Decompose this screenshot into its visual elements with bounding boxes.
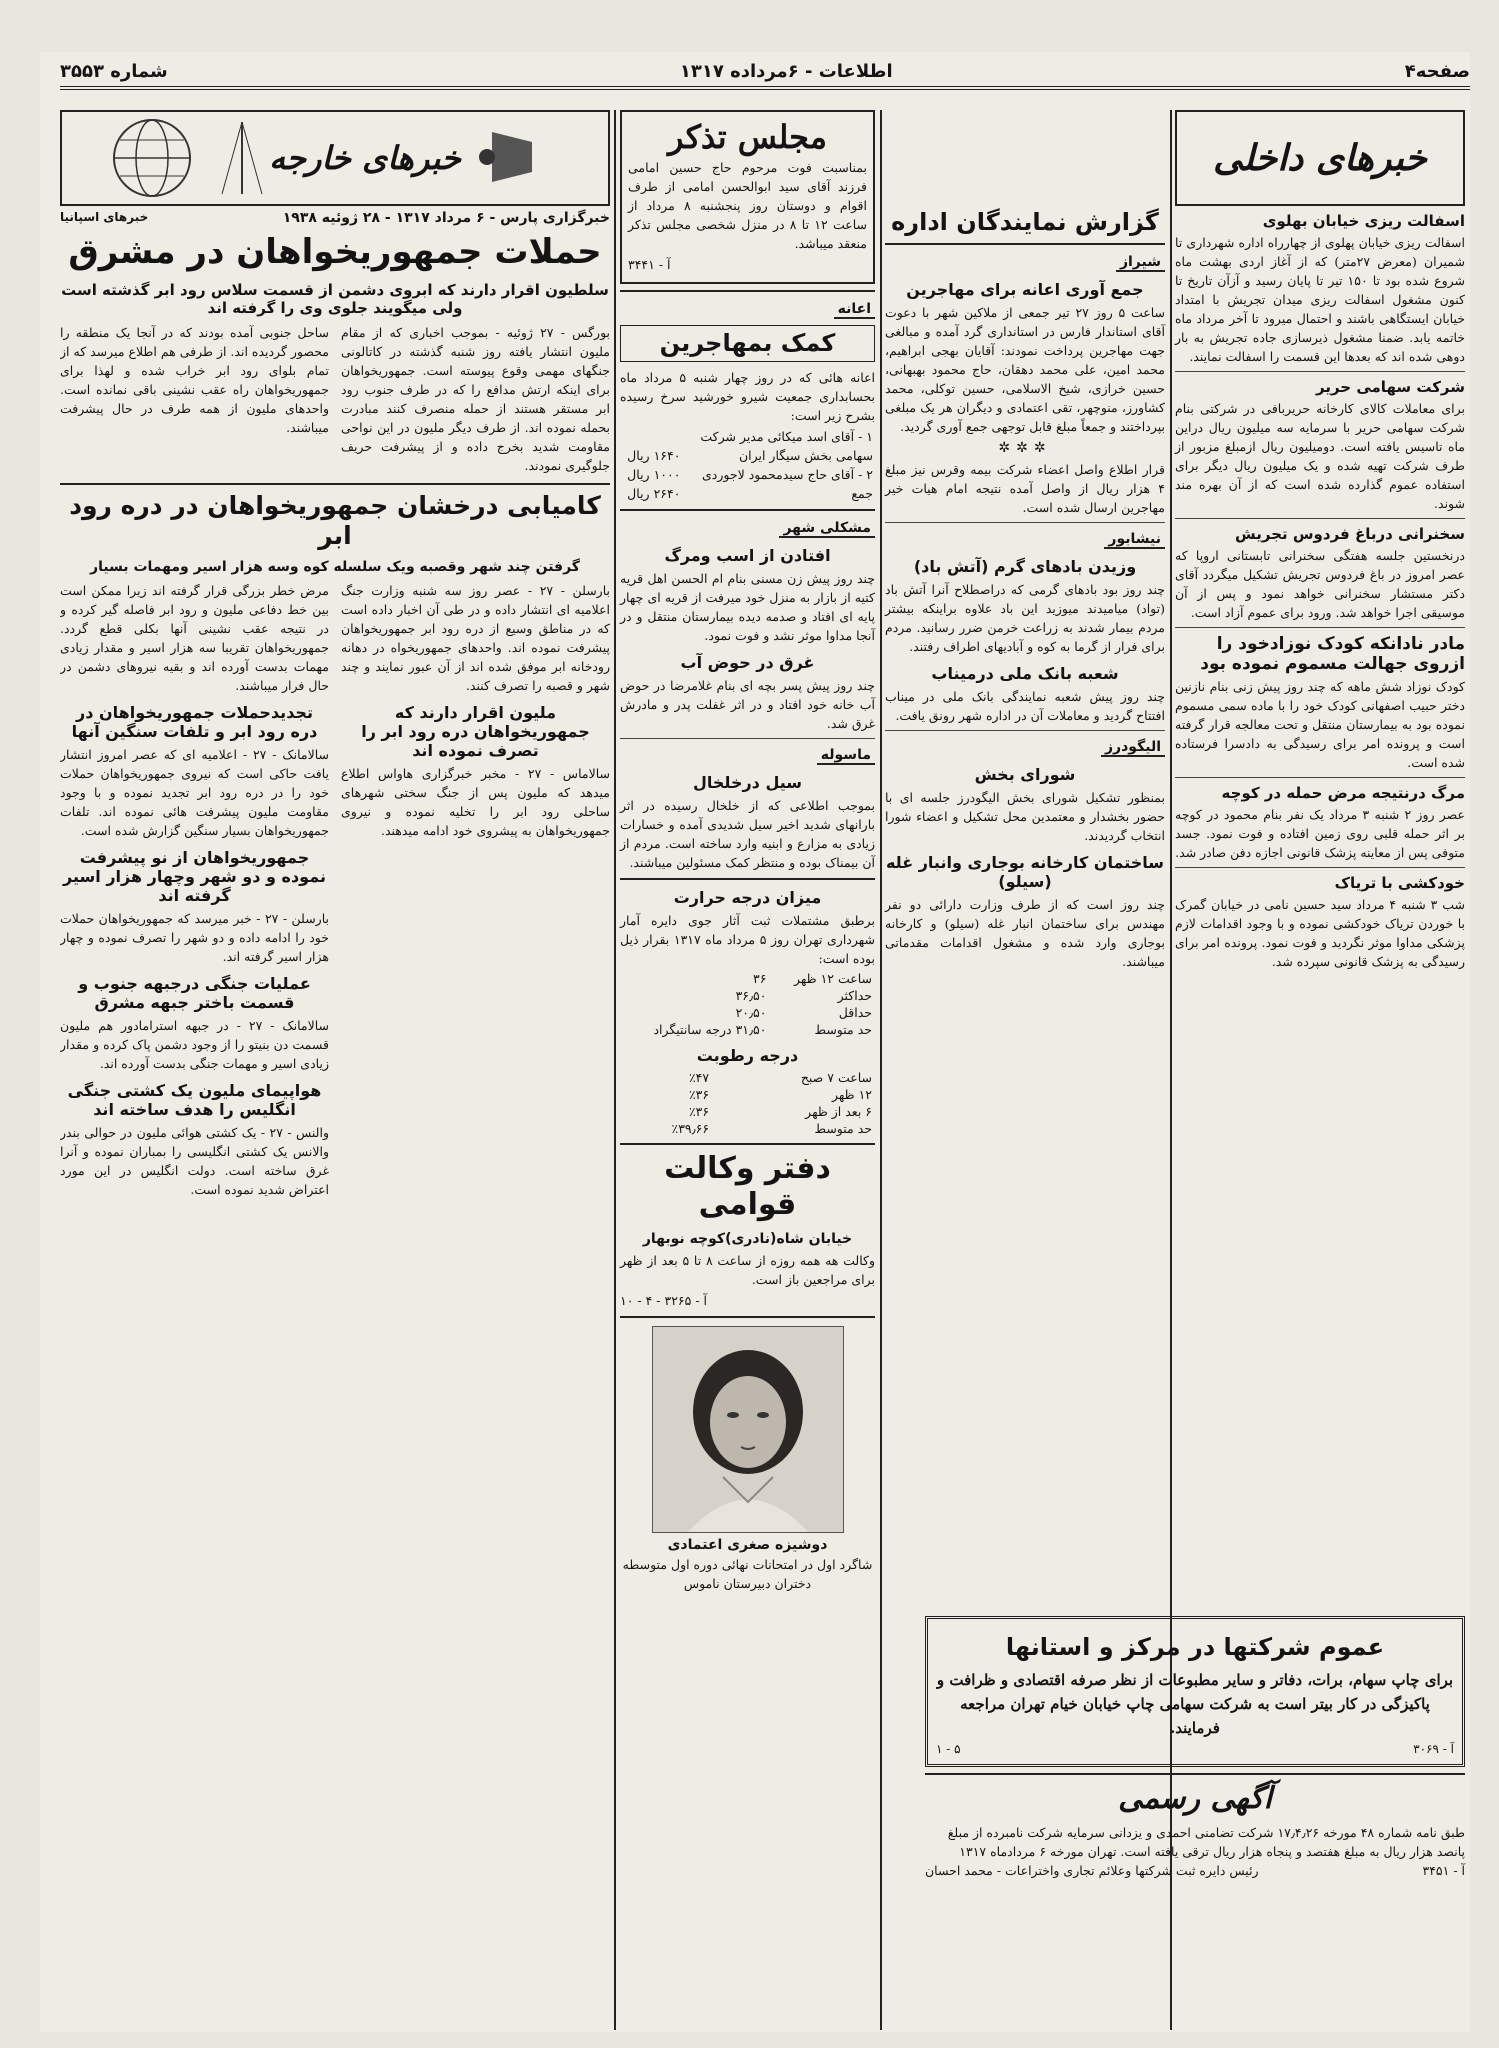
article-columns	[60, 321, 610, 477]
news-text: برای معاملات کالای کارخانه حریربافی در شرکتی بنام شرکت سهامی حریر با سرمایه سه میلیون ریال دراین ماه تاسیس یافته است. دومیلیون ریال ازمبلغ مزبور از طرف شرکت تهیه شده و یک میلیون ریال دیگر برای استفاده عموم گذارده شده است که از آن بهره مند شوند.	[1175, 401, 1465, 511]
divider	[925, 1773, 1465, 1775]
divider	[885, 243, 1165, 245]
table-row	[620, 1004, 875, 1021]
row-value: ۳۱٫۵۰ درجه سانتیگراد	[653, 1021, 767, 1037]
sub-headline: سلطیون اقرار دارند که ابروی دشمن از قسمت سلاس رود ابر گذشته است ولی میگویند جلوی وی را گرفته اند	[61, 280, 609, 317]
news-text: چند روز پیش زن مسنی بنام ام الحسن اهل قریه کتیه از بازار به منزل خود میرفت از قریه ای چهار پایه ای افتاد و صدمه دیده بیمارستان منتقل و در آنجا مداوا موثر نشد و فوت نمود.	[620, 570, 875, 643]
divider	[885, 730, 1165, 731]
news-text: کودک نوزاد شش ماهه که چند روز پیش زنی بنام نازنین دختر حبیب اصفهانی کودک خود را با ماده سمی مسموم نموده بود به بیمارستان منتقل و تحت معالجه قرار گرفته است و پرونده امر برای رسیدگی به دادسرا فرستاده شده است.	[1175, 679, 1465, 770]
humidity-table	[620, 1069, 875, 1137]
law-office-address: خیابان شاه(نادری)کوچه نوبهار	[642, 1230, 853, 1247]
donor-name: ۱ - آقای اسد میکائی مدیر شرکت	[700, 428, 873, 444]
memorial-text: بمناسبت فوت مرحوم حاج حسین امامی فرزند آقای سید ابوالحسن امامی از طرف اقوام و دوستان روز پنجشنبه ۸ مرداد از ساعت ۱۲ تا ۸ در منزل شخصی مجلس تذکر منعقد میباشد.	[628, 160, 868, 251]
official-notice-title: آگهی رسمی	[1118, 1780, 1272, 1816]
news-headline: خودکشی با تریاک	[1334, 874, 1465, 892]
ad-code: آ - ۳۲۶۵ - ۴ - ۱۰	[620, 1292, 708, 1308]
photo-caption: دوشیزه صغری اعتمادی	[667, 1536, 828, 1553]
row-label: ۶ بعد از ظهر	[805, 1103, 872, 1119]
separator-stars: ✲✲✲	[998, 439, 1052, 456]
section-tag: ماسوله	[817, 747, 875, 765]
row-label: حد متوسط	[814, 1120, 872, 1136]
divider	[620, 290, 875, 292]
row-label: ساعت ۷ صبح	[800, 1069, 872, 1085]
news-headline: شرکت سهامی حریر	[1316, 378, 1465, 396]
masthead	[60, 56, 1470, 90]
divider	[1175, 371, 1465, 372]
ad-codes	[936, 1742, 1454, 1756]
table-row	[620, 970, 875, 987]
portrait-photo	[652, 1326, 844, 1533]
news-text: بموجب اطلاعی که از خلخال رسیده در اثر بارانهای شدید اخیر سیل شدیدی آمده و خسارات زیادی به مزارع و ابنیه وارد ساخته است. مردم از آن بیمناک بوده و منتظر کمک مسئولین میباشند.	[620, 797, 875, 870]
weather-title: میزان درجه حرارت	[673, 887, 822, 907]
news-text: شب ۳ شنبه ۴ مرداد سید حسین نامی در خیابان گمرک با خوردن تریاک خودکشی نموده و با وجود اقدامات لازم پزشکی مداوا موثر نگردید و فوت نمود. پرونده امر برای رسیدگی به پزشک قانونی سپرده شد.	[1175, 897, 1465, 969]
donor-name: ۲ - آقای حاج سیدمحمود لاجوردی	[702, 466, 873, 482]
place-tag: شیراز	[1116, 254, 1165, 272]
news-headline: جمع آوری اعانه برای مهاجرین	[906, 279, 1144, 299]
law-office-text: وکالت هه همه روزه از ساعت ۸ تا ۵ بعد از ظهر برای مراجعین باز است.	[620, 1252, 876, 1287]
news-headline: افتادن از اسب ومرگ	[664, 545, 831, 565]
place-tag: نیشابور	[1104, 531, 1165, 549]
news-text: عصر روز ۲ شنبه ۳ مرداد یک نفر بنام محمود در کوچه بر اثر حمله قلبی روی زمین افتاده و فوت نمود. جسد متوفی پس از معاینه پزشک قانونی اجازه دفن صادر شد.	[1175, 807, 1465, 860]
news-headline: اسفالت ریزی خیابان بهلوی	[1262, 212, 1465, 230]
divider	[620, 509, 875, 511]
table-row	[620, 1120, 875, 1137]
donor-name: جمع	[851, 485, 873, 501]
ad-code: آ - ۳۴۵۱	[1422, 1862, 1465, 1878]
issue-number: شماره ۳۵۵۳	[60, 60, 168, 82]
divider	[620, 1316, 875, 1318]
divider	[1175, 867, 1465, 868]
memorial-box	[620, 110, 875, 284]
news-headline: مرگ درنتیجه مرض حمله در کوچه	[1221, 784, 1465, 802]
news-headline: تجدیدحملات جمهوریخواهان در دره رود ابر و تلفات سنگین آنها	[71, 702, 318, 741]
place-tag: الیگودرز	[1101, 739, 1165, 757]
foreign-banner	[60, 110, 610, 206]
news-text: بمنظور تشکیل شورای بخش الیگودرز جلسه ای با حضور بخشدار و معتمدین محل تشکیل و اعضاء شورا انتخاب گردیدند.	[885, 789, 1165, 843]
table-row	[620, 446, 875, 465]
foreign-news-column	[60, 110, 610, 1480]
section-tag: خبرهای اسپانیا	[60, 210, 149, 224]
news-text: اسفالت ریزی خیابان پهلوی از چهارراه اداره شهرداری تا شمیران (معرض ۲۷متر) که از آغاز اردی بهشت ماه شروع شده بود تا ۱۵۰ تیر تا پایان رسید و آزآن تاریخ تا کنون مشغول اسفالت ریزی میدان تجریش با امتداد خیابان ایستگاهی باشند و احتمال میرود تا آخر مرداد ماه خاتمه یابد. ضمنا مشغول ذیرسازی جاده تجریش به بار دوهی شده اند که بعدها این قسمت را اسفالت نمایند.	[1175, 235, 1465, 364]
article-subcolumn	[341, 579, 610, 1201]
donation-table	[620, 427, 875, 503]
news-text: چند روز پیش پسر بچه ای بنام غلامرضا در حوض آب خانه خود افتاد و در اثر غفلت پدر و مادرش غرق شد.	[620, 677, 875, 731]
donor-amount: ۱۶۴۰ ریال	[627, 447, 681, 463]
news-headline: ساختمان کارخانه بوجاری وانبار غله (سیلو)	[885, 852, 1165, 891]
divider	[1175, 518, 1465, 519]
bottom-ads	[925, 1610, 1465, 1878]
portrait-illustration	[653, 1327, 843, 1532]
photo-caption-detail: شاگرد اول در امتحانات نهائی دوره اول متوسطه دختران دبیرستان ناموس	[622, 1556, 873, 1591]
date-line: اطلاعات - ۶مرداده ۱۳۱۷	[679, 60, 893, 82]
article-text: ساحل جنوبی آمده بودند که در آنجا یک منطقه را محصور گردیده اند. از طرفی هم اطلاع میرسد که از تمام بلوای رود ابر خراب شده و لهذا برای جمهوریخواهان راه عقب نشینی باقی نمانده است. واحدهای ملیون از همه طرف در حال پیشرفت میباشند.	[60, 324, 329, 435]
article-text: بارسلن - ۲۷ - خبر میرسد که جمهوریخواهان حملات خود را ادامه داده و دو شهر را تصرف نموده و چهار هزار اسیر گرفته اند.	[60, 910, 329, 964]
companies-ad-title: عموم شرکتها در مرکز و استانها	[1005, 1633, 1385, 1661]
article-subcolumn	[60, 579, 329, 1201]
table-row	[620, 1086, 875, 1103]
article-text: سالامانک - ۲۷ - اعلامیه ای که عصر امروز انتشار یافت حاکی است که نیروی جمهوریخواهان حملات خود را در دره رود ابر تجدید نموده و با وجود مقاومت ملیون پیشرفت هائی نموده اند. تلفات جمهوریخواهان بسیار سنگین گزارش شده است.	[60, 746, 329, 838]
official-notice-footer	[925, 1863, 1465, 1878]
main-headline: کامیابی درخشان جمهوریخواهان در دره رود ابر	[69, 490, 601, 550]
article-text: سالامانک - ۲۷ - در جبهه استرامادور هم ملیون قسمت دن بنیتو را از وجود دشمن پاک کرده و مقدار زیادی اسیر و مهمات جنگی بدست آورده اند.	[60, 1017, 329, 1071]
official-signature: رئیس دایره ثبت شرکتها وعلائم تجاری واختراعات - محمد احسان	[925, 1862, 1259, 1878]
news-headline: غرق در حوض آب	[680, 652, 815, 672]
divider	[1175, 777, 1465, 778]
row-value: ۲۰٫۵۰	[735, 1004, 767, 1020]
news-headline: ملیون اقرار دارند که جمهوریخواهان دره رود ابر را تصرف نموده اند	[361, 702, 590, 760]
ad-code: آ - ۳۴۴۱	[628, 257, 671, 272]
row-value: ۳۶	[753, 970, 767, 986]
news-headline: جمهوریخواهان از نو پیشرفت نموده و دو شهر وچهار هزار اسیر گرفته اند	[63, 847, 326, 905]
official-notice-text: طبق نامه شماره ۴۸ مورخه ۱۷٫۴٫۲۶ شرکت تضامنی احمدی و یزدانی سرمایه شرکت نامبرده از مبلغ پانصد هزار ریال به مبلغ هفتصد و پنجاه هزار ریال ترقی یافته است. تهران مورخه ۶ مردادماه ۱۳۱۷	[947, 1824, 1465, 1859]
section-tag: اعانه	[834, 301, 875, 319]
column-divider	[880, 110, 882, 2030]
news-headline: مادر نادانکه کودک نوزادخود را ازروی جهالت مسموم نموده بود	[1200, 634, 1465, 674]
memorial-column	[620, 110, 875, 2030]
table-row	[620, 465, 875, 484]
row-value: ۳۶٫۵۰	[735, 987, 767, 1003]
news-text: چند روز بود بادهای گرمی که دراصطلاح آنرا آتش باد (تواد) میامیدند میوزید این باد علاوه براینکه بیشتر مردم بیمار شدند به زراعت خرمن ضرر رسانید. مردم برای فرار از گرما به کوه و آبادیهای اطراف رفتند.	[885, 581, 1165, 654]
row-value: ٪۴۷	[688, 1069, 710, 1085]
row-label: ساعت ۱۲ ظهر	[793, 970, 872, 986]
row-label: حد متوسط	[814, 1021, 872, 1037]
table-row	[620, 987, 875, 1004]
row-value: ٪۳۶	[688, 1103, 710, 1119]
news-text: درنخستین جلسه هفتگی سخنرانی تابستانی اروپا که عصر امروز در باغ فردوس تجریش تشکیل میگردد آقای دکتر مستشار سخنرانی خواهد نمود و پس از آن موسیقی اجرا خواهد شد. ورود برای عموم آزاد است.	[1175, 548, 1465, 620]
agency-line: خبرگزاری پارس - ۶ مرداد ۱۳۱۷ - ۲۸ ژوئیه ۱۹۳۸	[282, 210, 610, 226]
temperature-table	[620, 970, 875, 1038]
news-headline: سخنرانی درباغ فردوس تجریش	[1235, 525, 1465, 543]
domestic-banner	[1175, 110, 1465, 206]
table-row	[620, 427, 875, 446]
page-label: صفحه۴	[1404, 60, 1470, 82]
memorial-title: مجلس تذکر	[668, 118, 827, 156]
divider	[620, 1143, 875, 1145]
domestic-banner-title: خبرهای داخلی	[1213, 137, 1427, 179]
article-text: بارسلن - ۲۷ - عصر روز سه شنبه وزارت جنگ اعلامیه ای انتشار داده و در طی آن اخبار داده است که در مناطق وسیع از دره رود ابر جمهوریخواهان پیشرفت نموده اند. واحدهای جمهوریخواه در دهانه رودخانه ابر موفق شده اند از آن عبور نمایند و چند شهر و قصبه را تصرف کنند.	[341, 582, 610, 693]
agency-row	[60, 210, 610, 226]
donor-amount: ۱۰۰۰ ریال	[627, 466, 681, 482]
news-headline: هواپیمای ملیون یک کشتی جنگی انگلیس را هدف ساخته اند	[67, 1080, 322, 1119]
column-divider	[614, 110, 616, 2030]
sub-headline: گرفتن چند شهر وقصبه ویک سلسله کوه وسه هزار اسیر ومهمات بسیار	[90, 558, 580, 575]
companies-ad	[925, 1616, 1465, 1767]
weather-intro: برطبق مشتملات ثبت آثار جوی دایره آمار شهرداری تهران روز ۵ مرداد ماه ۱۳۱۷ بقرار ذیل بوده است:	[620, 912, 876, 966]
reports-title: گزارش نمایندگان اداره	[891, 208, 1159, 236]
article-text: مرض خطر بزرگی قرار گرفته اند زیرا ممکن است بین خط دفاعی ملیون و رود ابر فاصله گیر کرده و در نتیجه عقب نشینی آنها بکلی قطع گردد. جمهوریخواهان تقریبا سه هزار اسیر و مقدار زیادی مهمات بدست آورده اند و بقیه نیروهای دشمن در حال فرار میباشند.	[60, 582, 329, 693]
table-row	[620, 1021, 875, 1038]
donor-amount: ۲۶۴۰ ریال	[627, 485, 681, 501]
law-office-ad-title: دفتر وکالت قوامی	[664, 1150, 831, 1222]
foreign-banner-title: خبرهای خارجه	[269, 139, 461, 177]
article-text: بورگس - ۲۷ ژوئیه - بموجب اخباری که از مقام ملیون انتشار یافته روز شنبه گذشته در کاتالونی جنگهای مهمی وقوع پیوسته است. جمهوریخواهان برای اینکه ارتش مدافع را که در طرف جنوب رود ابر مستقر هستند از حمله منصرف کنند مبادرت بحمله نموده اند. از طرف دیگر ملیون در این نواحی مقاومت شدید بخرج داده و از پیشرفت حریف جلوگیری نمودند.	[341, 324, 610, 473]
news-headline: سیل درخلخال	[692, 772, 803, 792]
divider	[885, 522, 1165, 523]
news-headline: وزیدن بادهای گرم (آتش باد)	[913, 556, 1137, 576]
news-text: چند روز پیش شعبه نمایندگی بانک ملی در میناب افتتاح گردید و معاملات آن در اداره شهر رونق یافت.	[885, 688, 1165, 723]
ad-code: آ - ۳۰۶۹	[1413, 1741, 1454, 1756]
news-text: چند روز است که از طرف وزارت دارائی دو نفر مهندس برای ساختمان انبار غله (سیلو) و کارخانه بوجاری وارد شده و مشغول اقدامات مقدماتی میباشند.	[885, 896, 1165, 969]
news-headline: عملیات جنگی درجبهه جنوب و قسمت باختر جبهه مشرق	[78, 973, 311, 1012]
row-label: ۱۲ ظهر	[831, 1086, 872, 1102]
donation-title: کمک بمهاجرین	[620, 325, 875, 362]
news-headline: شعبه بانک ملی درمیناب	[931, 663, 1119, 683]
row-label: حداقل	[838, 1004, 872, 1020]
donor-name: سهامی بخش سیگار ایران	[738, 447, 873, 463]
main-headline: حملات جمهوریخواهان در مشرق	[68, 232, 602, 272]
article-text: سالاماس - ۲۷ - مخبر خبرگزاری هاواس اطلاع میدهد که ملیون پس از جنگ سختی شهرهای ساحلی رود ابر را تخلیه نموده و نیروی جمهوریخواهان به پیشروی خود ادامه میدهند.	[341, 765, 610, 838]
divider	[620, 878, 875, 880]
article-columns	[60, 579, 610, 1201]
divider	[60, 483, 610, 485]
table-row	[620, 1069, 875, 1086]
divider	[620, 738, 875, 739]
humidity-title: درجه رطوبت	[696, 1045, 799, 1065]
article-text: والنس - ۲۷ - یک کشتی هوائی ملیون در حوالی بندر والانس یک کشتی انگلیسی را بمباران نموده و آنرا غرق ساخته است. دولت انگلیس در این مورد اعتراض شدید نموده است.	[60, 1124, 329, 1197]
ad-number: ۵ - ۱	[936, 1741, 961, 1756]
news-text: ساعت ۵ روز ۲۷ تیر جمعی از ملاکین شهر با دعوت آقای استاندار فارس در استانداری گرد آمده و مبالغی جهت مهاجرین پرداخت نمودند: آقایان بهجی ابراهیم، محمد امین، علی محمد دهقان، حاج محمود بهبهانی، حسین خرازی، شیخ الاسلامی، حسین توکلی، محمد کشاورز، منوچهر، تقی اعتمادی و دیگران هر یک مبلغی بپرداختند و جمعاً مبلغ قابل توجهی جمع آوری گردید.	[885, 304, 1165, 434]
table-row	[620, 484, 875, 503]
divider	[1175, 627, 1465, 628]
section-tag: مشکلی شهر	[779, 520, 875, 538]
donor-amount	[620, 427, 682, 446]
row-value: ٪۳۹٫۶۶	[671, 1120, 710, 1136]
news-text: قرار اطلاع واصل اعضاء شرکت بیمه وقرس نیز مبلغ ۴ هزار ریال از واصل آمده نتیجه امام هیات خیر مهاجرین ارسال شده است.	[885, 461, 1165, 515]
row-label: حداکثر	[837, 987, 872, 1003]
table-row	[620, 1103, 875, 1120]
donation-text: اعانه هائی که در روز چهار شنبه ۵ مرداد ماه بحسابداری جمعیت شیرو خورشید سرخ رسیده بشرح زیر است:	[620, 369, 875, 423]
row-value: ٪۳۶	[688, 1086, 710, 1102]
companies-ad-text: برای چاپ سهام، برات، دفاتر و سایر مطبوعات از نظر صرفه اقتصادی و ظرافت و پاکیزگی در کار بیتر است به شرکت سهامی چاپ خیابان خیام تهران مراجعه فرمایند.	[936, 1670, 1454, 1737]
news-headline: شورای بخش	[974, 764, 1076, 784]
